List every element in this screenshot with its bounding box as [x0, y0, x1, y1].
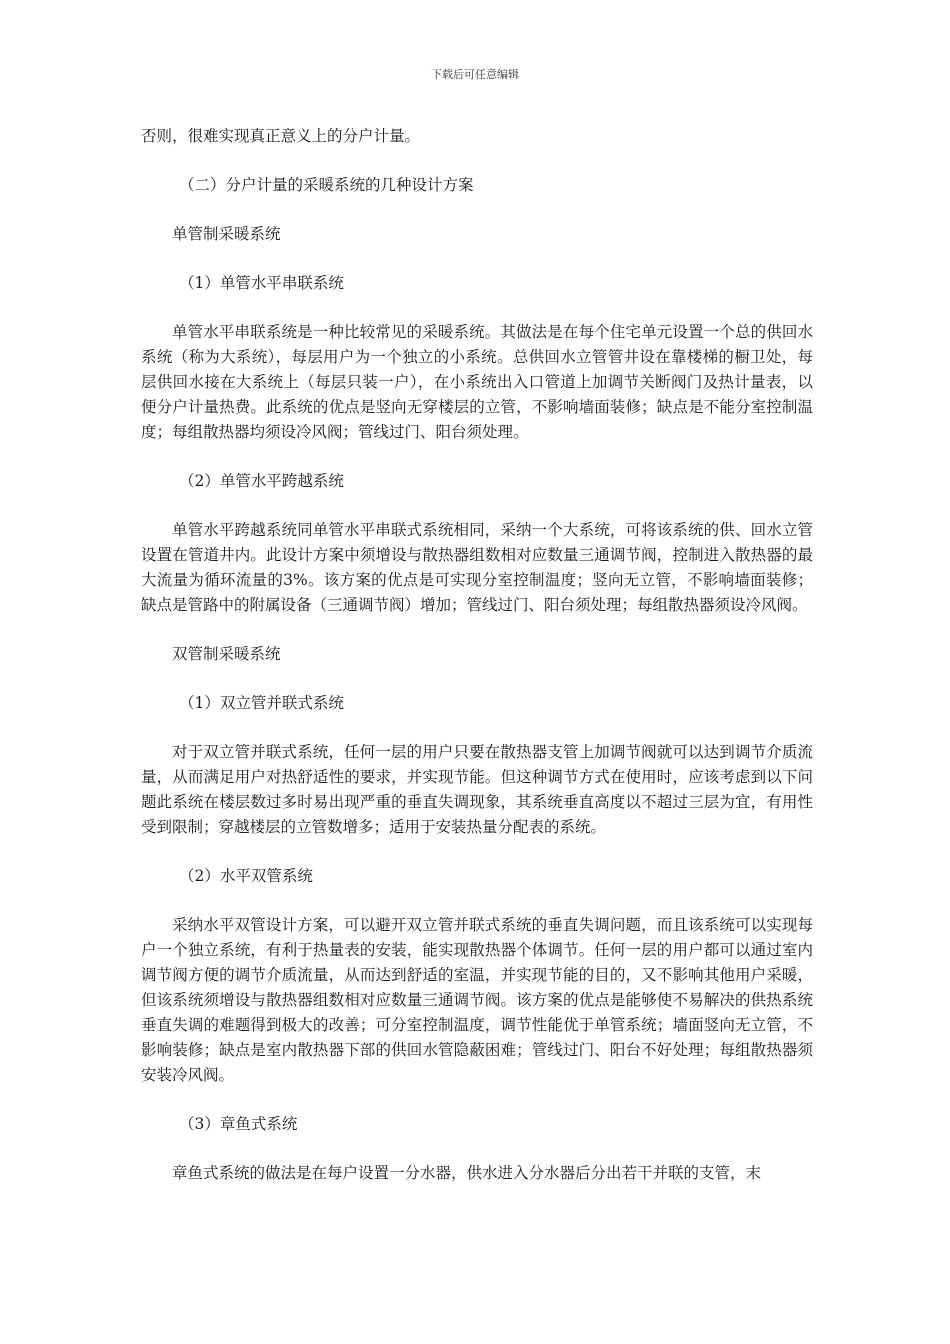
paragraph-horizontal-crossover: 单管水平跨越系统同单管水平串联式系统相同，采纳一个大系统，可将该系统的供、回水立管设置在管道井内。此设计方案中须增设与散热器组数相对应数量三通调节阀，控制进入散热器的最大流量为循环流量的3%。该方案的优点是可实现分室控制温度；竖向无立管，不影响墙面装修；缺点是管路中的附属设备（三通调节阀）增加；管线过门、阳台须处理；每组散热器须设冷风阀。 [141, 521, 813, 614]
subheading-octopus: （3）章鱼式系统 [179, 1115, 298, 1133]
subheading-horizontal-crossover: （2）单管水平跨越系统 [179, 472, 344, 490]
paragraph-octopus: 章鱼式系统的做法是在每户设置一分水器，供水进入分水器后分出若干并联的支管，末 [172, 1164, 762, 1182]
subheading-horizontal-double: （2）水平双管系统 [179, 867, 313, 885]
subheading-double-riser: （1）双立管并联式系统 [179, 694, 344, 712]
paragraph-double-riser: 对于双立管并联式系统，任何一层的用户只要在散热器支管上加调节阀就可以达到调节介质流量，从而满足用户对热舒适性的要求，并实现节能。但这种调节方式在使用时，应该考虑到以下问题此系统在楼层数过多时易出现严重的垂直失调现象，其系统垂直高度以不超过三层为宜，有用性受到限制；穿越楼层的立管数增多；适用于安装热量分配表的系统。 [141, 743, 813, 836]
subheading-horizontal-series: （1）单管水平串联系统 [179, 274, 344, 292]
document-body [141, 124, 813, 1210]
paragraph-horizontal-series: 单管水平串联系统是一种比较常见的采暖系统。其做法是在每个住宅单元设置一个总的供回水系统（称为大系统），每层用户为一个独立的小系统。总供回水立管管井设在靠楼梯的橱卫处，每层供回水接在大系统上（每层只装一户），在小系统出入口管道上加调节关断阀门及热计量表，以便分户计量热费。此系统的优点是竖向无穿楼层的立管，不影响墙面装修；缺点是不能分室控制温度；每组散热器均须设冷风阀；管线过门、阳台须处理。 [141, 323, 813, 441]
page-header: 下载后可任意编辑 [431, 68, 519, 81]
heading-double-pipe: 双管制采暖系统 [172, 645, 281, 663]
paragraph-continuation: 否则，很难实现真正意义上的分户计量。 [141, 127, 421, 145]
heading-single-pipe: 单管制采暖系统 [172, 225, 281, 243]
paragraph-horizontal-double: 采纳水平双管设计方案，可以避开双立管并联式系统的垂直失调问题，而且该系统可以实现每户一个独立系统，有利于热量表的安装，能实现散热器个体调节。任何一层的用户都可以通过室内调节阀方便的调节介质流量，从而达到舒适的室温，并实现节能的目的，又不影响其他用户采暖，但该系统须增设与散热器组数相对应数量三通调节阀。该方案的优点是能够使不易解决的供热系统垂直失调的难题得到极大的改善；可分室控制温度，调节性能优于单管系统；墙面竖向无立管，不影响装修；缺点是室内散热器下部的供回水管隐蔽困难；管线过门、阳台不好处理；每组散热器须安装冷风阀。 [141, 916, 813, 1084]
section-heading-design-schemes: （二）分户计量的采暖系统的几种设计方案 [179, 176, 474, 194]
